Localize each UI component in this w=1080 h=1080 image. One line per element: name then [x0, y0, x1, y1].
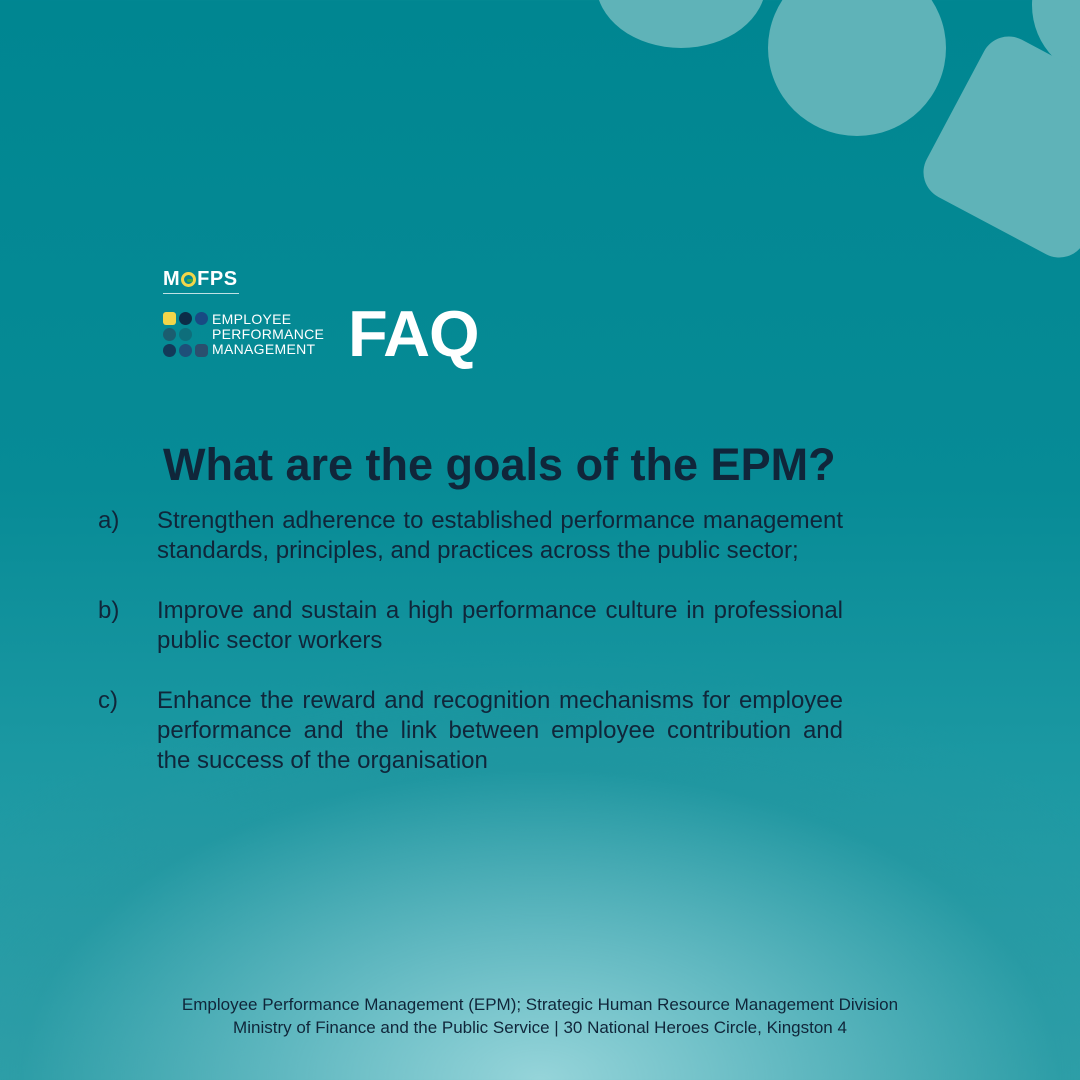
answer-letter-c: c) — [98, 687, 118, 714]
epm-logo-line-performance: PERFORMANCE — [212, 326, 325, 342]
epm-logo-dark-blue-dot-icon — [163, 344, 176, 357]
faq-title: FAQ — [348, 297, 479, 370]
mofps-logo-underline — [163, 293, 239, 294]
answer-item-c — [98, 686, 844, 776]
epm-logo-wordmark — [212, 312, 342, 357]
epm-logo-green-teal-dot-icon — [179, 328, 192, 341]
epm-logo — [163, 312, 343, 358]
epm-logo-line-employee: EMPLOYEE — [212, 311, 292, 327]
mofps-logo — [163, 269, 249, 297]
footer-line-division: Employee Performance Management (EPM); Strategic Human Resource Management Division — [181, 995, 899, 1014]
epm-logo-blue-dot-icon — [195, 312, 208, 325]
mofps-logo-o-icon — [181, 272, 196, 287]
answer-letter-b: b) — [98, 597, 120, 624]
decorative-circle-middle — [768, 0, 946, 136]
answer-letter-a: a) — [98, 507, 120, 534]
decorative-circle-left — [596, 0, 766, 48]
answer-item-b — [98, 596, 844, 656]
answer-text-c: Enhance the reward and recognition mechanisms for employee performance and the link between employee contribution and the success of the organisation — [157, 687, 843, 774]
answer-item-a — [98, 506, 844, 566]
epm-logo-navy-dot-icon — [179, 312, 192, 325]
mofps-logo-letter-m: M — [163, 268, 181, 290]
epm-logo-line-management: MANAGEMENT — [212, 341, 316, 357]
answer-text-b: Improve and sustain a high performance culture in professional public sector workers — [157, 597, 843, 654]
answer-text-a: Strengthen adherence to established performance management standards, principles, and practices across the public sector; — [157, 507, 843, 564]
answers-list — [98, 506, 844, 806]
epm-logo-rounded-square-icon — [195, 344, 208, 357]
mofps-logo-letters-fps: FPS — [197, 268, 238, 290]
epm-logo-yellow-square-icon — [163, 312, 176, 325]
epm-logo-mid-blue-dot-icon — [179, 344, 192, 357]
mofps-logo-text — [163, 269, 249, 289]
footer-line-address: Ministry of Finance and the Public Service | 30 National Heroes Circle, Kingston 4 — [233, 1018, 847, 1037]
epm-logo-teal-dot-icon — [163, 328, 176, 341]
question-heading: What are the goals of the EPM? — [163, 439, 836, 491]
footer — [120, 993, 960, 1039]
